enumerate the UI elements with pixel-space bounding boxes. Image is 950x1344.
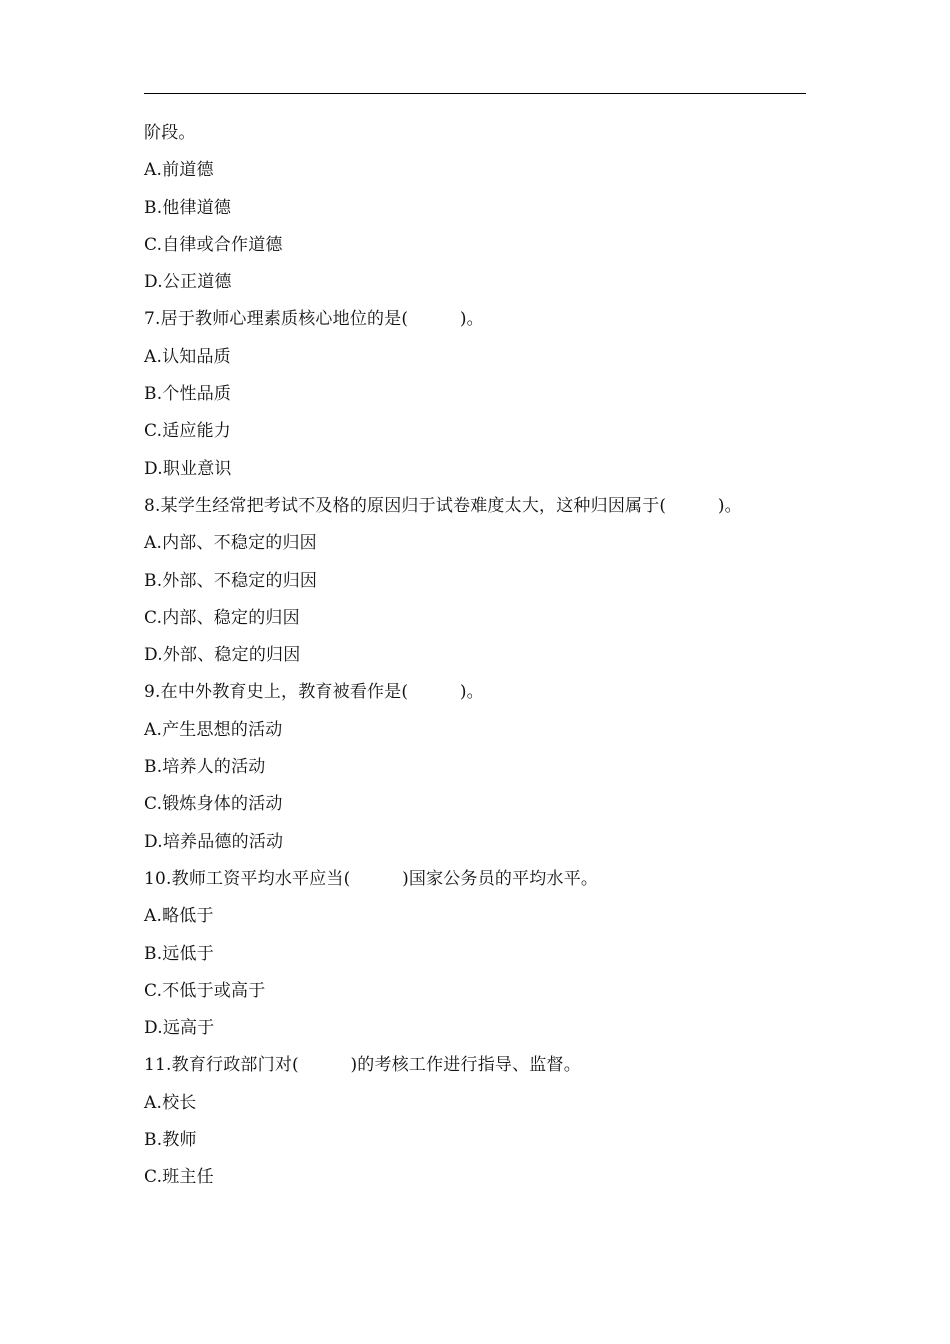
option-line: B.培养人的活动 [144,757,266,778]
option-line: B.教师 [144,1130,197,1151]
option-line: D.公正道德 [144,272,232,293]
option-line: A.前道德 [144,160,214,181]
question-line: 9.在中外教育史上，教育被看作是( )。 [144,682,484,703]
option-line: B.远低于 [144,943,214,964]
option-line: A.略低于 [144,906,214,927]
option-line: C.适应能力 [144,421,232,442]
option-line: C.自律或合作道德 [144,234,283,255]
option-line: C.锻炼身体的活动 [144,794,283,815]
question-line: 8.某学生经常把考试不及格的原因归于试卷难度太大，这种归因属于( )。 [144,495,742,516]
option-line: D.外部、稳定的归因 [144,645,301,666]
option-line: A.内部、不稳定的归因 [144,533,317,554]
option-line: A.校长 [144,1092,197,1113]
document-body [144,115,814,1197]
header-rule [144,93,806,94]
text-line: 阶段。 [144,123,196,143]
option-line: D.培养品德的活动 [144,831,284,852]
option-line: A.认知品质 [144,346,231,367]
option-line: A.产生思想的活动 [144,719,283,740]
option-line: D.职业意识 [144,458,232,479]
option-line: D.远高于 [144,1018,215,1039]
option-line: B.外部、不稳定的归因 [144,570,318,591]
question-line: 10.教师工资平均水平应当( )国家公务员的平均水平。 [144,868,599,889]
question-line: 7.居于教师心理素质核心地位的是( )。 [144,309,484,330]
option-line: B.他律道德 [144,197,232,218]
question-line: 11.教育行政部门对( )的考核工作进行指导、监督。 [144,1055,581,1076]
option-line: B.个性品质 [144,384,232,405]
option-line: C.不低于或高于 [144,980,266,1001]
option-line: C.班主任 [144,1167,214,1188]
option-line: C.内部、稳定的归因 [144,607,300,628]
